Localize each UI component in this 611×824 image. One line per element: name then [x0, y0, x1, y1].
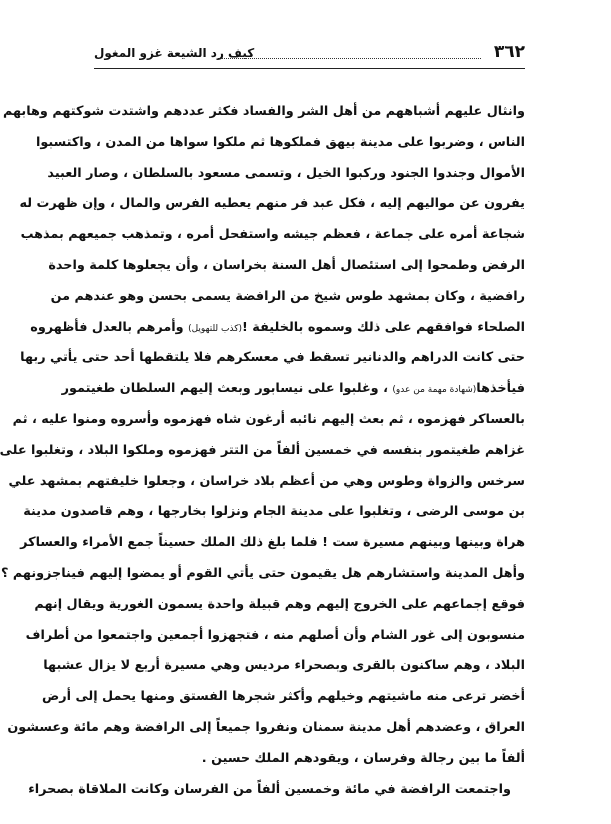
line-text-after: وأمرهم بالعدل فأظهروه	[30, 319, 189, 335]
text-line-with-note	[61, 374, 525, 405]
text-line: بالعساكر فهزموه ، ثم بعث إليهم نائبه أرغون شاه فهزموه وأسروه ومنوا عليه ، ثم	[12, 411, 525, 427]
text-line: حتى كانت الدراهم والدنانير تسقط في معسكرهم فلا يلتقطها أحد حتى يأتي ربها	[20, 350, 525, 366]
text-line: وأهل المدينة واستشارهم هل يقيمون حتى يأتي القوم أو يمضوا إليهم فيناجزونهم ؟	[0, 565, 525, 581]
body-text	[0, 97, 525, 805]
text-line-with-note	[30, 313, 525, 344]
text-line: الناس ، وضربوا على مدينة بيهق فملكوها ثم ملكوا سواها من المدن ، واكتسبوا	[35, 134, 525, 150]
text-line: البلاد ، وهم ساكنون بالقرى وبصحراء مرديس وهي مسيرة أربع لا يزال عشبها	[43, 658, 525, 674]
text-line: بن موسى الرضى ، وتغلبوا على مدينة الجام ونزلوا بخارجها ، وهم قاصدون مدينة	[23, 504, 525, 520]
text-line: الأموال وجندوا الجنود وركبوا الخيل ، وتسمى مسعود بالسلطان ، وصار العبيد	[47, 165, 525, 181]
text-line: الرفض وطمحوا إلى استئصال أهل السنة بخراسان ، وأن يجعلوها كلمة واحدة	[48, 257, 525, 273]
text-line: العراق ، وعضدهم أهل مدينة سمنان ونفروا جميعاً إلى الرافضة وهم مائة وعسشون	[7, 719, 525, 735]
text-line: يفرون عن مواليهم إليه ، فكل عبد فر منهم يعطيه الفرس والمال ، وإن ظهرت له	[19, 196, 525, 212]
page-number: ٣٦٢	[493, 42, 525, 62]
text-line: هراة وبينها وبينهم مسيرة ست ! فلما بلغ ذلك الملك حسيناً جمع الأمراء والعساكر	[20, 535, 525, 551]
text-line-paragraph-start: واجتمعت الرافضة في مائة وخمسين ألفاً من الفرسان وكانت الملاقاة بصحراء	[28, 781, 511, 797]
text-line: غزاهم طغيتمور بنفسه في خمسين ألفاً من التتر فهزموه وملكوا البلاد ، وتغلبوا على	[0, 442, 525, 458]
running-title: كيف رد الشيعة غزو المغول	[94, 46, 255, 60]
page-header	[94, 40, 525, 70]
text-line-paragraph-end: ألفاً ما بين رجالة وفرسان ، ويقودهم الملك حسين .	[201, 750, 525, 766]
text-line: رافضية ، وكان بمشهد طوس شيخ من الرافضة يسمى بحسن وهو عندهم من	[50, 288, 525, 304]
header-leader-dots	[218, 58, 481, 59]
line-text-before: الصلحاء فوافقهم على ذلك وسموه بالخليفة !	[242, 319, 525, 335]
text-line: أخضر ترعى منه ماشيتهم وخيلهم وأكثر شجرها الفستق ومنها يحمل إلى أرض	[42, 689, 525, 705]
inline-note: (كذب للتهويل)	[188, 323, 243, 334]
inline-note: (شهادة مهمة من عدو)	[392, 385, 477, 396]
text-line: سرخس والزواة وطوس وهي من أعظم بلاد خراسان ، وجعلوا خليفتهم بمشهد علي	[8, 473, 525, 489]
line-text-after: ، وغلبوا على نيسابور وبعث إليهم السلطان طغيتمور	[61, 381, 393, 397]
text-line: منسوبون إلى غور الشام وأن أصلهم منه ، فتجهزوا أجمعين واجتمعوا من أطراف	[25, 627, 525, 643]
text-line: شجاعة أمره على جماعة ، فعظم جيشه واستفحل أمره ، وتمذهب جميعهم بمذهب	[20, 227, 525, 243]
text-line: وانثال عليهم أشباههم من أهل الشر والفساد فكثر عددهم واشتدت شوكتهم وهابهم	[2, 104, 525, 119]
line-text-before: فيأخذها	[476, 381, 525, 397]
header-rule	[94, 68, 525, 69]
text-line: فوقع إجماعهم على الخروج إليهم وهم قبيلة واحدة يسمون الغورية ويقال إنهم	[34, 596, 525, 612]
